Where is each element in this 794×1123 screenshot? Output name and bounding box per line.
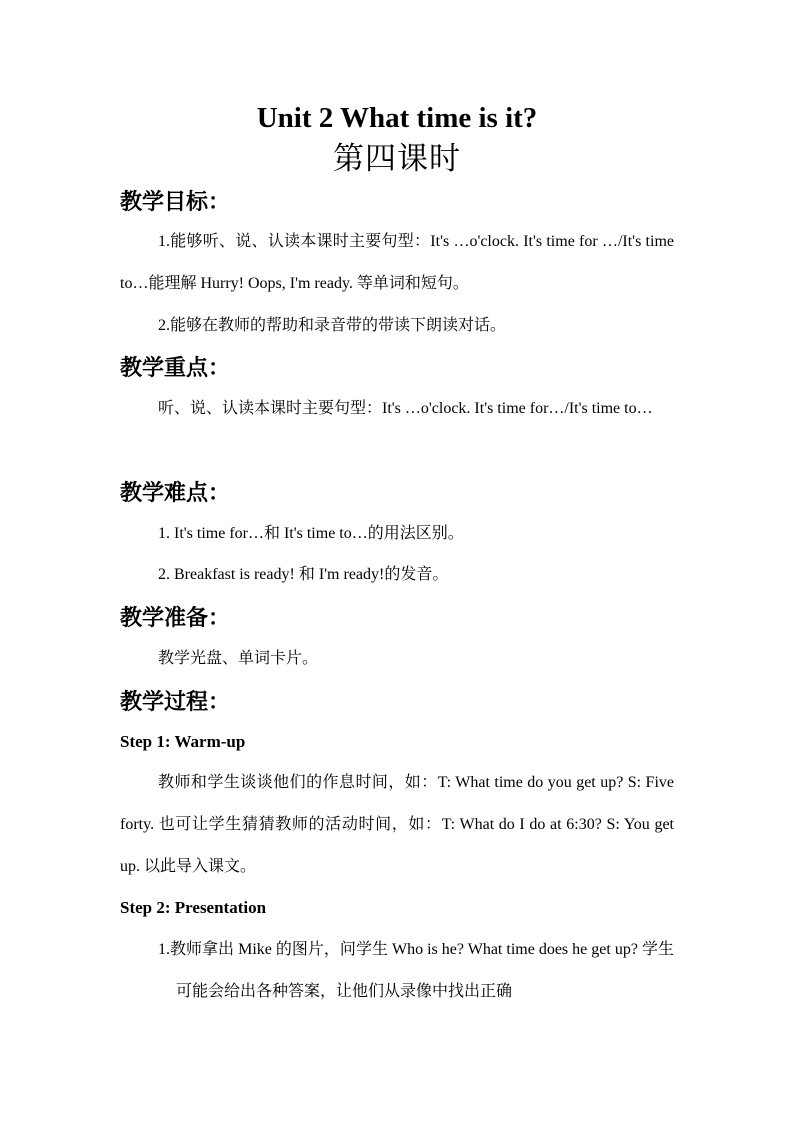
objectives-heading: 教学目标： — [120, 189, 231, 214]
difficulties-heading: 教学难点： — [120, 480, 231, 505]
step2-text: 1.教师拿出 Mike 的图片，问学生 Who is he? What time does he get up? 学生可能会给出各种答案，让他们从录像中找出正确 — [158, 941, 674, 1000]
step1-text: 教师和学生谈谈他们的作息时间，如：T: What time do you get up? S: Five forty. 也可让学生猜猜教师的活动时间，如：T: What do I do at 6:30? S: You get up. 以此导入课文。 — [120, 774, 674, 875]
preparation-text: 教学光盘、单词卡片。 — [158, 650, 319, 667]
lesson-subtitle: 第四课时 — [333, 141, 461, 176]
preparation-heading: 教学准备： — [120, 605, 231, 630]
objective-item: 2.能够在教师的帮助和录音带的带读下朗读对话。 — [158, 317, 507, 334]
key-points-text: 听、说、认读本课时主要句型：It's …o'clock. It's time for…/It's time to… — [158, 400, 653, 417]
key-points-heading: 教学重点： — [120, 355, 231, 380]
difficulty-item: 2. Breakfast is ready! 和 I'm ready!的发音。 — [158, 566, 449, 583]
objective-item: 1.能够听、说、认读本课时主要句型：It's …o'clock. It's time for …/It's time to…能理解 Hurry! Oops, I'm ready. 等单词和短句。 — [120, 233, 674, 292]
step2-title: Step 2: Presentation — [120, 898, 267, 917]
difficulty-item: 1. It's time for…和 It's time to…的用法区别。 — [158, 525, 464, 542]
step1-title: Step 1: Warm-up — [120, 732, 246, 751]
process-heading: 教学过程： — [120, 689, 231, 714]
document-title: Unit 2 What time is it? — [256, 102, 538, 134]
